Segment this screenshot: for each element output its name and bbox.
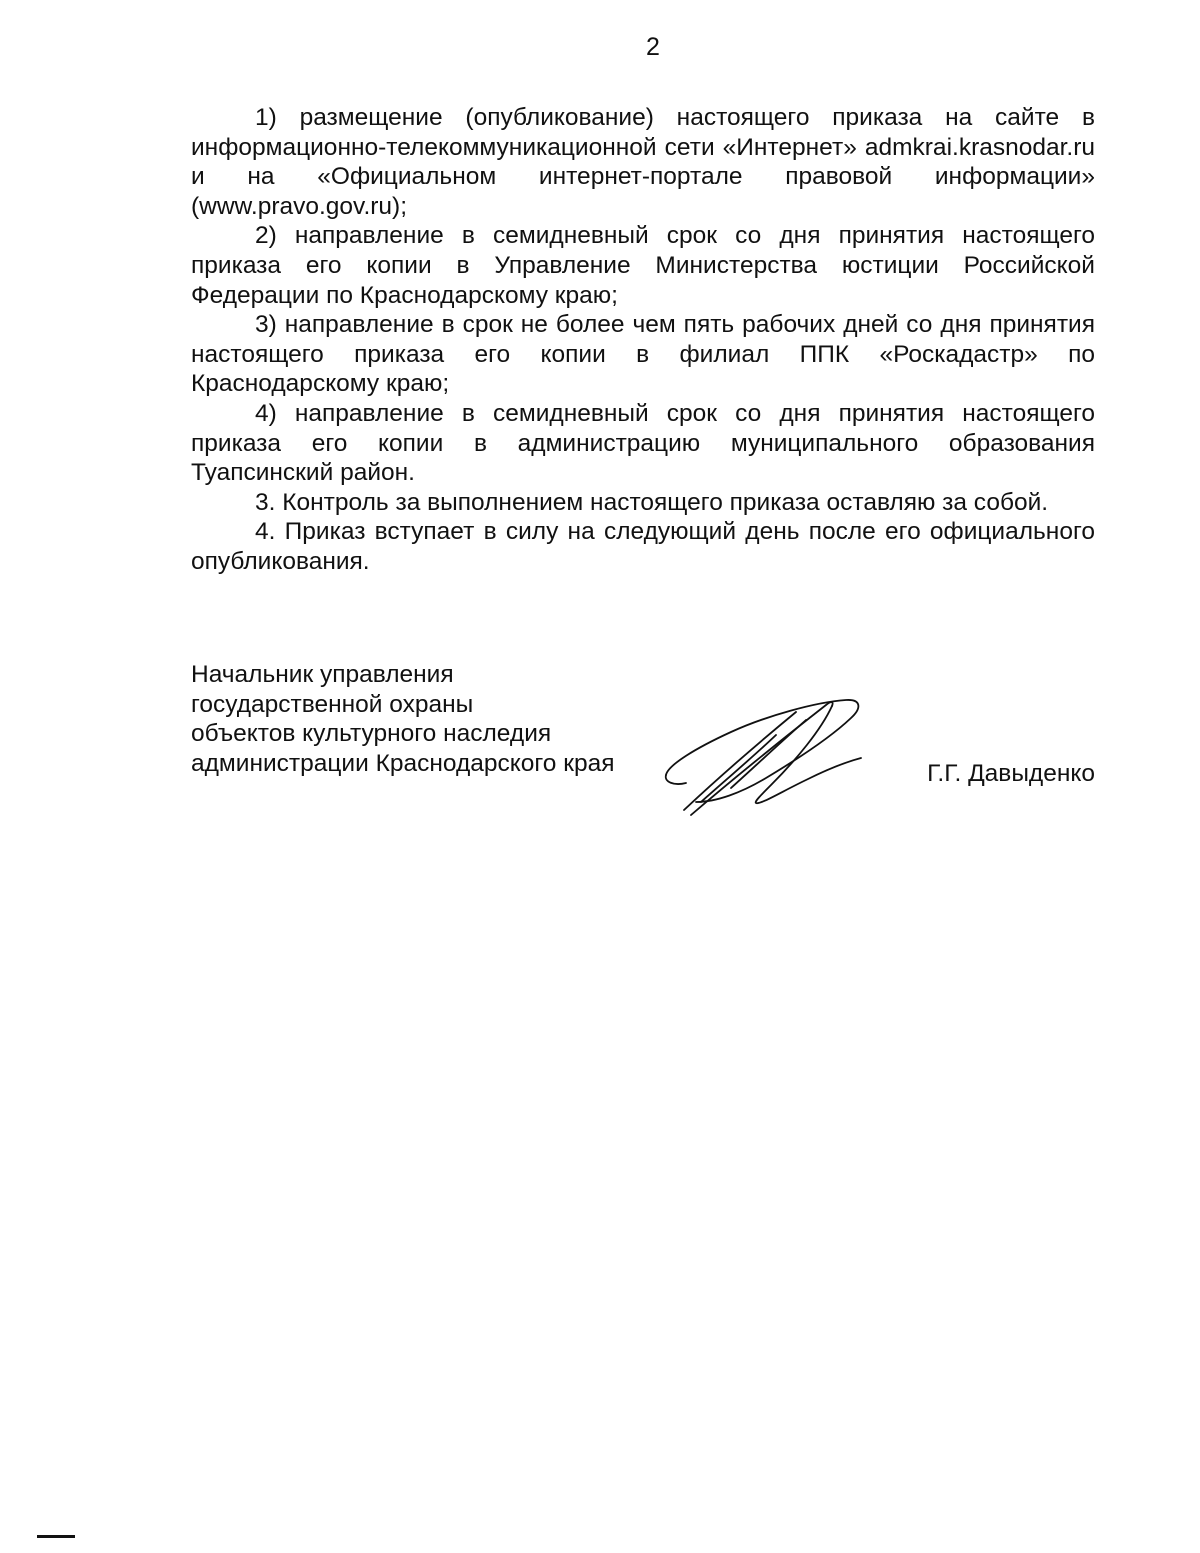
signer-position-line: объектов культурного наследия bbox=[191, 720, 552, 748]
footer-mark bbox=[37, 1535, 75, 1538]
handwritten-signature bbox=[656, 690, 871, 825]
signer-name: Г.Г. Давыденко bbox=[927, 760, 1095, 787]
signer-position-line: государственной охраны bbox=[191, 690, 474, 718]
signature-block bbox=[191, 660, 1095, 840]
paragraph-ministry-of-justice: 2) направление в семидневный срок со дня принятия настоящего приказа его копии в Управление Министерства юстиции Российской Федерации по Краснодарскому краю; bbox=[191, 222, 1095, 309]
signer-position-line: администрации Краснодарского края bbox=[191, 749, 615, 777]
paragraph-publication: 1) размещение (опубликование) настоящего приказа на сайте в информационно-телекоммуникационной сети «Интернет» admkrai.krasnodar.ru и на «Официальном интернет-портале правовой информации» (www.pravo.gov.ru); bbox=[191, 104, 1095, 220]
paragraph-control: 3. Контроль за выполнением настоящего приказа оставляю за собой. bbox=[255, 488, 1049, 516]
paragraph-effective-date: 4. Приказ вступает в силу на следующий день после его официального опубликования. bbox=[191, 518, 1095, 575]
signer-position-line: Начальник управления bbox=[191, 661, 454, 688]
page-number: 2 bbox=[646, 33, 660, 61]
document-body bbox=[191, 103, 1095, 577]
paragraph-municipal-administration: 4) направление в семидневный срок со дня принятия настоящего приказа его копии в администрацию муниципального образования Туапсинский район. bbox=[191, 399, 1095, 487]
signer-position bbox=[191, 660, 614, 778]
paragraph-roskadastr: 3) направление в срок не более чем пять рабочих дней со дня принятия настоящего приказа его копии в филиал ППК «Роскадастр» по Краснодарскому краю; bbox=[191, 311, 1095, 398]
